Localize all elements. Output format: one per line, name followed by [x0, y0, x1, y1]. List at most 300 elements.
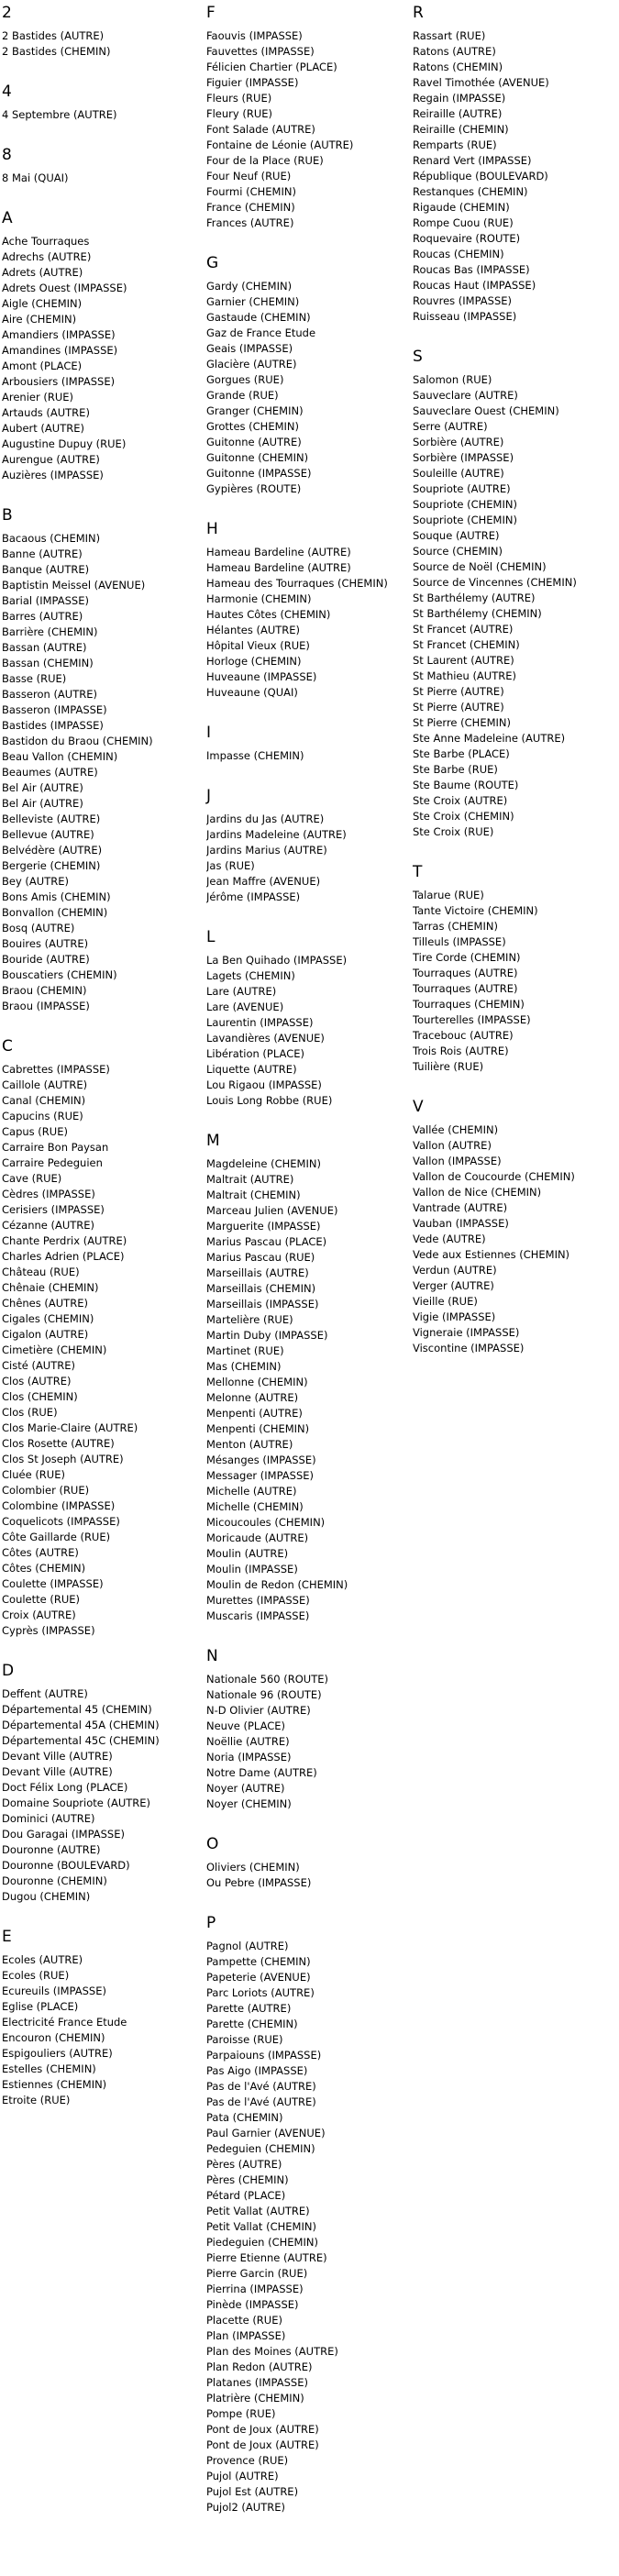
street-entry: Bastidon du Braou (CHEMIN) [2, 735, 153, 747]
street-entry: Glacière (AUTRE) [206, 358, 297, 370]
street-entry: Parette (AUTRE) [206, 2002, 292, 2015]
street-list [206, 279, 411, 497]
street-entry: Départemental 45C (CHEMIN) [2, 1734, 160, 1747]
street-entry: Pierre Etienne (AUTRE) [206, 2251, 327, 2264]
street-entry: Grande (RUE) [206, 389, 279, 402]
street-entry: Pinède (IMPASSE) [206, 2298, 299, 2311]
street-entry: Pas Aigo (IMPASSE) [206, 2064, 308, 2077]
street-entry: Encouron (CHEMIN) [2, 2031, 105, 2044]
street-entry: Hôpital Vieux (RUE) [206, 639, 310, 652]
street-entry: Vigneraie (IMPASSE) [413, 1326, 520, 1339]
street-entry: Lare (AUTRE) [206, 985, 277, 998]
street-entry: Coquelicots (IMPASSE) [2, 1515, 120, 1528]
street-entry: Marius Pascau (PLACE) [206, 1235, 327, 1248]
street-entry: Félicien Chartier (PLACE) [206, 61, 337, 73]
street-entry: Aurengue (AUTRE) [2, 453, 100, 466]
street-entry: Parette (CHEMIN) [206, 2018, 298, 2030]
street-entry: Gardy (CHEMIN) [206, 280, 293, 293]
letter-heading: J [206, 787, 212, 805]
street-entry: Four de la Place (RUE) [206, 154, 324, 167]
street-entry: Bergerie (CHEMIN) [2, 859, 101, 872]
street-entry: St Mathieu (AUTRE) [413, 669, 516, 682]
street-entry: Magdeleine (CHEMIN) [206, 1157, 321, 1170]
letter-heading: 4 [2, 83, 12, 101]
street-entry: Clos (AUTRE) [2, 1375, 72, 1388]
street-entry: Frances (AUTRE) [206, 216, 294, 229]
street-entry: Estelles (CHEMIN) [2, 2062, 96, 2075]
street-entry: Pujol Est (AUTRE) [206, 2485, 299, 2498]
street-entry: Jas (RUE) [206, 859, 255, 872]
street-entry: 8 Mai (QUAI) [2, 171, 69, 184]
letter-group [2, 1037, 204, 1639]
street-entry: Fourmi (CHEMIN) [206, 185, 296, 198]
street-entry: Départemental 45A (CHEMIN) [2, 1719, 160, 1731]
street-entry: Ratons (CHEMIN) [413, 61, 503, 73]
street-entry: Martelière (RUE) [206, 1313, 293, 1326]
letter-heading: H [206, 520, 218, 538]
letter-group [2, 146, 204, 186]
street-entry: Pétard (PLACE) [206, 2189, 286, 2202]
street-entry: Aigle (CHEMIN) [2, 297, 83, 310]
street-entry: Tourraques (AUTRE) [413, 967, 518, 979]
street-entry: Vede aux Estiennes (CHEMIN) [413, 1248, 570, 1261]
street-entry: Ste Croix (AUTRE) [413, 794, 508, 807]
street-entry: Fleurs (RUE) [206, 92, 272, 105]
street-entry: Adrechs (AUTRE) [2, 250, 92, 263]
street-entry: Ou Pebre (IMPASSE) [206, 1876, 312, 1889]
street-entry: Gypières (ROUTE) [206, 482, 302, 495]
street-entry: Geais (IMPASSE) [206, 342, 293, 355]
street-entry: Hameau Bardeline (AUTRE) [206, 546, 351, 558]
street-entry: Oliviers (CHEMIN) [206, 1861, 300, 1874]
letter-group [206, 1914, 411, 2515]
street-entry: Barial (IMPASSE) [2, 594, 89, 607]
street-entry: Cerisiers (IMPASSE) [2, 1203, 105, 1216]
street-entry: Ste Croix (RUE) [413, 825, 494, 838]
street-entry: Eglise (PLACE) [2, 2000, 79, 2013]
street-entry: Etroite (RUE) [2, 2094, 71, 2106]
street-list [206, 28, 411, 231]
street-entry: Noëllie (AUTRE) [206, 1735, 290, 1748]
street-entry: Coulette (RUE) [2, 1593, 81, 1606]
street-entry: Vieille (RUE) [413, 1295, 478, 1308]
street-entry: Pierrina (IMPASSE) [206, 2283, 304, 2295]
street-entry: Tilleuls (IMPASSE) [413, 935, 506, 948]
street-entry: Hélantes (AUTRE) [206, 624, 301, 636]
letter-heading: L [206, 928, 216, 946]
street-entry: Vallon (AUTRE) [413, 1139, 492, 1152]
street-entry: Hameau Bardeline (AUTRE) [206, 561, 351, 574]
street-entry: Grottes (CHEMIN) [206, 420, 299, 433]
letter-heading: R [413, 4, 424, 22]
street-entry: Clos (CHEMIN) [2, 1390, 78, 1403]
street-entry: Ratons (AUTRE) [413, 45, 496, 58]
street-entry: Clos Rosette (AUTRE) [2, 1437, 115, 1450]
street-entry: Marceau Julien (AVENUE) [206, 1204, 338, 1217]
street-entry: Roucas (CHEMIN) [413, 248, 504, 260]
street-entry: Vallée (CHEMIN) [413, 1123, 499, 1136]
letter-heading: B [2, 506, 13, 525]
street-entry: Marseillais (AUTRE) [206, 1266, 309, 1279]
street-entry: Mésanges (IMPASSE) [206, 1454, 316, 1466]
street-entry: Source de Vincennes (CHEMIN) [413, 576, 577, 589]
street-entry: Menton (AUTRE) [206, 1438, 293, 1451]
street-entry: Messager (IMPASSE) [206, 1469, 315, 1482]
street-entry: Devant Ville (AUTRE) [2, 1765, 113, 1778]
street-entry: Moulin (AUTRE) [206, 1547, 289, 1560]
letter-group [2, 506, 204, 1014]
street-entry: Huveaune (QUAI) [206, 686, 298, 699]
street-entry: Douronne (CHEMIN) [2, 1874, 107, 1887]
street-entry: Placette (RUE) [206, 2314, 282, 2327]
letter-heading: 2 [2, 4, 12, 22]
street-entry: Sorbière (IMPASSE) [413, 451, 514, 464]
street-entry: Noria (IMPASSE) [206, 1751, 292, 1763]
letter-group [206, 520, 411, 701]
street-entry: Marseillais (IMPASSE) [206, 1298, 319, 1310]
street-entry: Restanques (CHEMIN) [413, 185, 528, 198]
letter-group [206, 1835, 411, 1891]
street-entry: Ecoles (AUTRE) [2, 1953, 83, 1966]
street-entry: Remparts (RUE) [413, 138, 497, 151]
letter-group [206, 1132, 411, 1624]
street-entry: 2 Bastides (AUTRE) [2, 29, 105, 42]
street-entry: Barrière (CHEMIN) [2, 625, 98, 638]
street-entry: Sauveclare Ouest (CHEMIN) [413, 404, 559, 417]
street-entry: Colombine (IMPASSE) [2, 1499, 116, 1512]
letter-group [206, 787, 411, 905]
street-entry: Papeterie (AVENUE) [206, 1971, 311, 1984]
street-entry: Arenier (RUE) [2, 391, 74, 404]
street-entry: Verdun (AUTRE) [413, 1264, 497, 1277]
letter-group [206, 1647, 411, 1812]
street-entry: Noyer (AUTRE) [206, 1782, 285, 1795]
street-entry: St Laurent (AUTRE) [413, 654, 514, 667]
street-entry: Jardins Madeleine (AUTRE) [206, 828, 347, 841]
street-entry: Martin Duby (IMPASSE) [206, 1329, 328, 1342]
street-entry: Moricaude (AUTRE) [206, 1531, 309, 1544]
letter-heading: T [413, 863, 423, 881]
street-entry: Martinet (RUE) [206, 1344, 284, 1357]
street-entry: Cisté (AUTRE) [2, 1359, 75, 1372]
street-entry: Tourraques (AUTRE) [413, 982, 518, 995]
street-entry: Capus (RUE) [2, 1125, 68, 1138]
street-entry: St Pierre (AUTRE) [413, 685, 504, 698]
street-entry: Capucins (RUE) [2, 1110, 83, 1122]
street-entry: Noyer (CHEMIN) [206, 1797, 292, 1810]
street-entry: Dou Garagai (IMPASSE) [2, 1828, 125, 1841]
street-entry: Lavandières (AVENUE) [206, 1032, 325, 1045]
street-entry: Trois Rois (AUTRE) [413, 1045, 509, 1057]
street-entry: Chante Perdrix (AUTRE) [2, 1234, 127, 1247]
street-list [2, 531, 204, 1014]
letter-heading: E [2, 1928, 12, 1946]
street-entry: Soupriote (AUTRE) [413, 482, 511, 495]
street-entry: Guitonne (CHEMIN) [206, 451, 309, 464]
street-entry: Clos Marie-Claire (AUTRE) [2, 1421, 138, 1434]
street-entry: Pont de Joux (AUTRE) [206, 2438, 319, 2451]
index-column-3 [413, 4, 619, 2538]
street-entry: Vigie (IMPASSE) [413, 1310, 496, 1323]
street-entry: Bellevue (AUTRE) [2, 828, 94, 841]
street-entry: Maltrait (CHEMIN) [206, 1188, 301, 1201]
street-entry: Impasse (CHEMIN) [206, 749, 304, 762]
letter-group [2, 1928, 204, 2108]
letter-heading: M [206, 1132, 220, 1150]
street-entry: Rouvres (IMPASSE) [413, 294, 513, 307]
street-entry: Horloge (CHEMIN) [206, 655, 302, 668]
street-entry: Electricité France Etude [2, 2016, 127, 2029]
street-entry: Libération (PLACE) [206, 1047, 304, 1060]
street-entry: Plan Redon (AUTRE) [206, 2360, 313, 2373]
street-entry: Vallon de Coucourde (CHEMIN) [413, 1170, 575, 1183]
street-entry: Plan (IMPASSE) [206, 2329, 286, 2342]
street-entry: Domaine Soupriote (AUTRE) [2, 1797, 151, 1809]
street-entry: Faouvis (IMPASSE) [206, 29, 303, 42]
street-entry: Source (CHEMIN) [413, 545, 503, 558]
street-entry: Chênes (AUTRE) [2, 1297, 88, 1310]
street-entry: Laurentin (IMPASSE) [206, 1016, 314, 1029]
street-entry: St Barthélemy (CHEMIN) [413, 607, 542, 620]
street-entry: Souque (AUTRE) [413, 529, 500, 542]
street-entry: Vede (AUTRE) [413, 1233, 486, 1245]
street-entry: France (CHEMIN) [206, 201, 295, 214]
street-entry: Hautes Côtes (CHEMIN) [206, 608, 331, 621]
street-entry: Renard Vert (IMPASSE) [413, 154, 532, 167]
street-entry: Canal (CHEMIN) [2, 1094, 86, 1107]
street-list [206, 812, 411, 905]
street-list [2, 107, 204, 123]
street-entry: Source de Noël (CHEMIN) [413, 560, 547, 573]
street-entry: Plan des Moines (AUTRE) [206, 2345, 338, 2358]
street-entry: Belvédère (AUTRE) [2, 844, 103, 857]
street-entry: Cabrettes (IMPASSE) [2, 1063, 110, 1076]
street-entry: Harmonie (CHEMIN) [206, 592, 312, 605]
street-entry: Moulin de Redon (CHEMIN) [206, 1578, 348, 1591]
street-entry: Jardins du Jas (AUTRE) [206, 813, 325, 825]
street-list [413, 28, 617, 325]
street-entry: Lare (AVENUE) [206, 1001, 284, 1013]
street-entry: Figuier (IMPASSE) [206, 76, 299, 89]
street-entry: Augustine Dupuy (RUE) [2, 437, 127, 450]
street-entry: Dominici (AUTRE) [2, 1812, 95, 1825]
street-entry: Château (RUE) [2, 1266, 80, 1278]
street-entry: Braou (CHEMIN) [2, 984, 87, 997]
street-entry: Bons Amis (CHEMIN) [2, 890, 111, 903]
street-entry: Basseron (AUTRE) [2, 688, 97, 701]
index-column-2 [206, 4, 413, 2538]
street-entry: Gaz de France Etude [206, 326, 316, 339]
street-entry: Ste Barbe (RUE) [413, 763, 498, 776]
street-entry: Cimetière (CHEMIN) [2, 1343, 107, 1356]
letter-group [413, 348, 617, 840]
street-entry: St Francet (CHEMIN) [413, 638, 520, 651]
street-entry: Verger (AUTRE) [413, 1279, 494, 1292]
street-entry: Piedeguien (CHEMIN) [206, 2236, 318, 2249]
street-entry: Melonne (AUTRE) [206, 1391, 299, 1404]
street-entry: 4 Septembre (AUTRE) [2, 108, 117, 121]
street-entry: Pompe (RUE) [206, 2407, 276, 2420]
street-entry: N-D Olivier (AUTRE) [206, 1704, 311, 1717]
street-entry: Adrets (AUTRE) [2, 266, 83, 279]
street-entry: Aubert (AUTRE) [2, 422, 84, 435]
street-entry: Pujol (AUTRE) [206, 2470, 279, 2482]
street-entry: St Francet (AUTRE) [413, 623, 514, 636]
street-entry: Font Salade (AUTRE) [206, 123, 315, 136]
street-entry: Jean Maffre (AVENUE) [206, 875, 321, 888]
street-entry: Douronne (BOULEVARD) [2, 1859, 130, 1872]
street-entry: Bel Air (AUTRE) [2, 781, 83, 794]
street-entry: Adrets Ouest (IMPASSE) [2, 282, 127, 294]
street-entry: Pont de Joux (AUTRE) [206, 2423, 319, 2436]
street-entry: Neuve (PLACE) [206, 1719, 286, 1732]
street-entry: Micoucoules (CHEMIN) [206, 1516, 326, 1529]
letter-group [413, 4, 617, 325]
street-entry: Platrière (CHEMIN) [206, 2392, 304, 2405]
street-list [206, 545, 411, 701]
street-entry: Soupriote (CHEMIN) [413, 514, 517, 526]
street-list [2, 171, 204, 186]
street-entry: Ruisseau (IMPASSE) [413, 310, 517, 323]
street-entry: Lagets (CHEMIN) [206, 969, 295, 982]
street-entry: Pères (AUTRE) [206, 2158, 282, 2171]
street-entry: Serre (AUTRE) [413, 420, 488, 433]
street-entry: Tracebouc (AUTRE) [413, 1029, 514, 1042]
street-entry: Estiennes (CHEMIN) [2, 2078, 107, 2091]
street-entry: Amandiers (IMPASSE) [2, 328, 116, 341]
street-list [206, 1672, 411, 1812]
street-entry: Basseron (IMPASSE) [2, 703, 107, 716]
street-entry: Guitonne (IMPASSE) [206, 467, 312, 480]
street-entry: Côtes (CHEMIN) [2, 1562, 86, 1575]
street-entry: Marius Pascau (RUE) [206, 1251, 315, 1264]
street-list [413, 888, 617, 1075]
street-entry: Michelle (CHEMIN) [206, 1500, 304, 1513]
street-list [206, 1860, 411, 1891]
street-entry: Salomon (RUE) [413, 373, 492, 386]
street-entry: Coulette (IMPASSE) [2, 1577, 104, 1590]
street-entry: Vallon (IMPASSE) [413, 1155, 502, 1167]
street-entry: Petit Vallat (CHEMIN) [206, 2220, 316, 2233]
street-entry: Pagnol (AUTRE) [206, 1940, 289, 1952]
street-entry: Cave (RUE) [2, 1172, 62, 1185]
street-entry: Viscontine (IMPASSE) [413, 1342, 525, 1354]
street-entry: Braou (IMPASSE) [2, 1000, 90, 1012]
street-entry: St Pierre (CHEMIN) [413, 716, 511, 729]
street-entry: Dugou (CHEMIN) [2, 1890, 91, 1903]
street-entry: Pampette (CHEMIN) [206, 1955, 311, 1968]
letter-group [206, 724, 411, 764]
street-entry: Granger (CHEMIN) [206, 404, 304, 417]
street-entry: Deffent (AUTRE) [2, 1687, 88, 1700]
street-entry: Reiraille (CHEMIN) [413, 123, 509, 136]
street-entry: Ste Croix (CHEMIN) [413, 810, 514, 823]
letter-group [206, 254, 411, 497]
street-entry: Pères (CHEMIN) [206, 2173, 289, 2186]
street-entry: Maltrait (AUTRE) [206, 1173, 294, 1186]
street-entry: Regain (IMPASSE) [413, 92, 506, 105]
street-entry: Ste Anne Madeleine (AUTRE) [413, 732, 566, 745]
letter-heading: I [206, 724, 212, 742]
street-list [2, 234, 204, 483]
street-entry: St Pierre (AUTRE) [413, 701, 504, 713]
street-entry: Carraire Pedeguien [2, 1156, 103, 1169]
street-entry: Cigales (CHEMIN) [2, 1312, 94, 1325]
street-entry: Ste Barbe (PLACE) [413, 747, 510, 760]
street-entry: Lou Rigaou (IMPASSE) [206, 1078, 322, 1091]
street-entry: Clos (RUE) [2, 1406, 58, 1419]
street-entry: Clos St Joseph (AUTRE) [2, 1453, 124, 1465]
street-entry: République (BOULEVARD) [413, 170, 548, 182]
street-list [413, 372, 617, 840]
street-entry: Rigaude (CHEMIN) [413, 201, 510, 214]
letter-heading: 8 [2, 146, 12, 164]
street-entry: Pujol2 (AUTRE) [206, 2501, 285, 2514]
street-entry: Ecoles (RUE) [2, 1969, 70, 1982]
street-entry: Soupriote (CHEMIN) [413, 498, 517, 511]
street-entry: Croix (AUTRE) [2, 1609, 76, 1621]
street-entry: Bonvallon (CHEMIN) [2, 906, 108, 919]
street-entry: Four Neuf (RUE) [206, 170, 292, 182]
street-entry: Petit Vallat (AUTRE) [206, 2205, 310, 2217]
street-entry: Hameau des Tourraques (CHEMIN) [206, 577, 388, 590]
street-entry: Murettes (IMPASSE) [206, 1594, 310, 1607]
street-entry: Doct Félix Long (PLACE) [2, 1781, 128, 1794]
street-entry: Sorbière (AUTRE) [413, 436, 504, 448]
street-entry: Roucas Bas (IMPASSE) [413, 263, 530, 276]
street-entry: Provence (RUE) [206, 2454, 289, 2467]
street-entry: Marguerite (IMPASSE) [206, 1220, 321, 1233]
letter-heading: S [413, 348, 423, 366]
letter-group [2, 83, 204, 123]
street-list [206, 1156, 411, 1624]
street-entry: Caillole (AUTRE) [2, 1078, 88, 1091]
street-entry: Bosq (AUTRE) [2, 922, 75, 934]
street-entry: Bouires (AUTRE) [2, 937, 89, 950]
street-list [206, 953, 411, 1109]
street-entry: Baptistin Meissel (AVENUE) [2, 579, 146, 591]
street-entry: Arbousiers (IMPASSE) [2, 375, 116, 388]
letter-heading: O [206, 1835, 219, 1853]
street-entry: Pierre Garcin (RUE) [206, 2267, 308, 2280]
street-entry: Côte Gaillarde (RUE) [2, 1531, 111, 1543]
street-entry: Cézanne (AUTRE) [2, 1219, 95, 1232]
street-entry: Mas (CHEMIN) [206, 1360, 282, 1373]
street-entry: Départemental 45 (CHEMIN) [2, 1703, 152, 1716]
street-entry: Platanes (IMPASSE) [206, 2376, 308, 2389]
street-entry: Michelle (AUTRE) [206, 1485, 297, 1498]
street-entry: Parc Loriots (AUTRE) [206, 1986, 315, 1999]
index-column-1 [0, 4, 206, 2538]
street-entry: Jardins Marius (AUTRE) [206, 844, 327, 857]
street-list [2, 1686, 204, 1905]
letter-heading: P [206, 1914, 216, 1932]
street-entry: Devant Ville (AUTRE) [2, 1750, 113, 1763]
street-entry: Basse (RUE) [2, 672, 67, 685]
street-entry: Bey (AUTRE) [2, 875, 69, 888]
street-list [2, 28, 204, 60]
street-entry: Nationale 560 (ROUTE) [206, 1673, 328, 1686]
letter-group [206, 928, 411, 1109]
street-entry: Douronne (AUTRE) [2, 1843, 101, 1856]
street-entry: Espigouliers (AUTRE) [2, 2047, 113, 2060]
street-entry: Garnier (CHEMIN) [206, 295, 300, 308]
street-entry: Huveaune (IMPASSE) [206, 670, 317, 683]
street-entry: Amandines (IMPASSE) [2, 344, 118, 357]
street-entry: Tuilière (RUE) [413, 1060, 484, 1073]
street-entry: Roucas Haut (IMPASSE) [413, 279, 536, 292]
street-entry: Sauveclare (AUTRE) [413, 389, 518, 402]
